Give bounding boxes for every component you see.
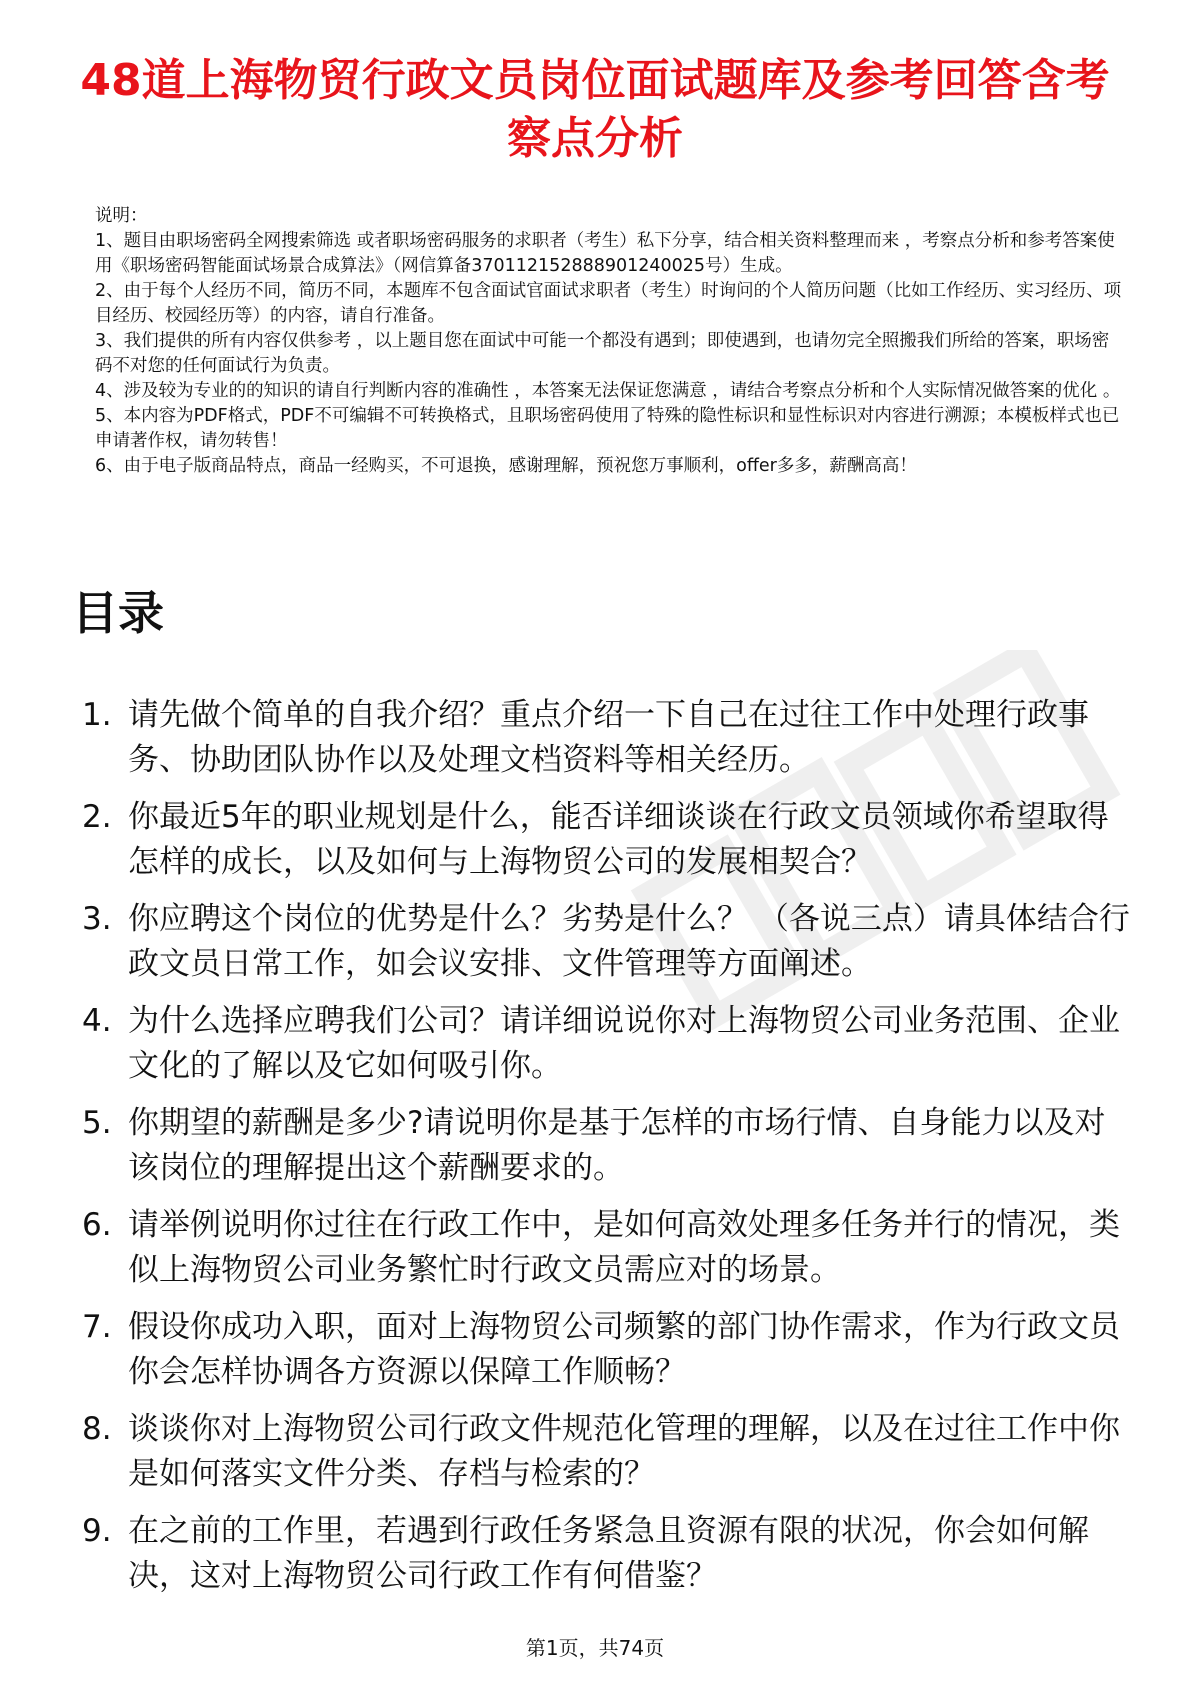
question-number: 7.: [82, 1309, 112, 1345]
note-item-5: 5、本内容为PDF格式，PDF不可编辑不可转换格式，且职场密码使用了特殊的隐性标识和显性标识对内容进行溯源；本模板样式也已申请著作权，请勿转售！: [95, 406, 1120, 451]
question-item-7: [72, 1305, 1132, 1395]
question-list: [72, 693, 1132, 1611]
document-title: 48道上海物贸行政文员岗位面试题库及参考回答含考察点分析: [80, 55, 1110, 164]
question-item-6: [72, 1203, 1132, 1293]
question-text: 请先做个简单的自我介绍？重点介绍一下自己在过往工作中处理行政事务、协助团队协作以及处理文档资料等相关经历。: [128, 697, 1089, 778]
note-item-2: 2、由于每个人经历不同，简历不同，本题库不包含面试官面试求职者（考生）时询问的个人简历问题（比如工作经历、实习经历、项目经历、校园经历等）的内容，请自行准备。: [95, 281, 1122, 326]
page-footer: 第1页，共74页: [525, 1636, 665, 1660]
question-number: 6.: [82, 1207, 112, 1243]
question-text: 你应聘这个岗位的优势是什么？劣势是什么？ （各说三点）请具体结合行政文员日常工作，如会议安排、文件管理等方面阐述。: [128, 901, 1130, 982]
question-text: 谈谈你对上海物贸公司行政文件规范化管理的理解，以及在过往工作中你是如何落实文件分类、存档与检索的？: [128, 1411, 1120, 1492]
question-text: 请举例说明你过往在行政工作中，是如何高效处理多任务并行的情况，类似上海物贸公司业务繁忙时行政文员需应对的场景。: [128, 1207, 1120, 1288]
question-number: 9.: [82, 1513, 112, 1549]
notes-label: 说明：: [95, 206, 148, 226]
notes-section: [95, 204, 1125, 479]
question-number: 1.: [82, 697, 112, 733]
note-item-3: 3、我们提供的所有内容仅供参考 ，以上题目您在面试中可能一个都没有遇到；即使遇到，也请勿完全照搬我们所给的答案，职场密码不对您的任何面试行为负责。: [95, 331, 1110, 376]
question-item-3: [72, 897, 1132, 987]
question-item-1: [72, 693, 1132, 783]
toc-heading: 目录: [72, 586, 164, 640]
question-number: 5.: [82, 1105, 112, 1141]
note-item-1: 1、题目由职场密码全网搜索筛选 或者职场密码服务的求职者（考生）私下分享，结合相关资料整理而来 ，考察点分析和参考答案使用《职场密码智能面试场景合成算法》（网信算备370112152888901240025号）生成。: [95, 231, 1115, 276]
note-item-4: 4、涉及较为专业的的知识的请自行判断内容的准确性 ，本答案无法保证您满意 ，请结合考察点分析和个人实际情况做答案的优化 。: [95, 381, 1121, 401]
question-item-9: [72, 1509, 1132, 1599]
question-text: 在之前的工作里，若遇到行政任务紧急且资源有限的状况，你会如何解决，这对上海物贸公司行政工作有何借鉴？: [128, 1513, 1089, 1594]
question-item-5: [72, 1101, 1132, 1191]
question-number: 4.: [82, 1003, 112, 1039]
question-text: 你最近5年的职业规划是什么，能否详细谈谈在行政文员领域你希望取得怎样的成长，以及如何与上海物贸公司的发展相契合？: [128, 799, 1109, 880]
question-number: 2.: [82, 799, 112, 835]
question-item-2: [72, 795, 1132, 885]
question-text: 为什么选择应聘我们公司？请详细说说你对上海物贸公司业务范围、企业文化的了解以及它如何吸引你。: [128, 1003, 1120, 1084]
question-item-8: [72, 1407, 1132, 1497]
question-number: 3.: [82, 901, 112, 937]
question-text: 假设你成功入职，面对上海物贸公司频繁的部门协作需求，作为行政文员你会怎样协调各方资源以保障工作顺畅？: [128, 1309, 1120, 1390]
question-item-4: [72, 999, 1132, 1089]
question-number: 8.: [82, 1411, 112, 1447]
question-text: 你期望的薪酬是多少?请说明你是基于怎样的市场行情、自身能力以及对该岗位的理解提出这个薪酬要求的。: [128, 1105, 1106, 1186]
note-item-6: 6、由于电子版商品特点，商品一经购买，不可退换，感谢理解，预祝您万事顺利，offer多多，薪酬高高！: [95, 456, 917, 476]
